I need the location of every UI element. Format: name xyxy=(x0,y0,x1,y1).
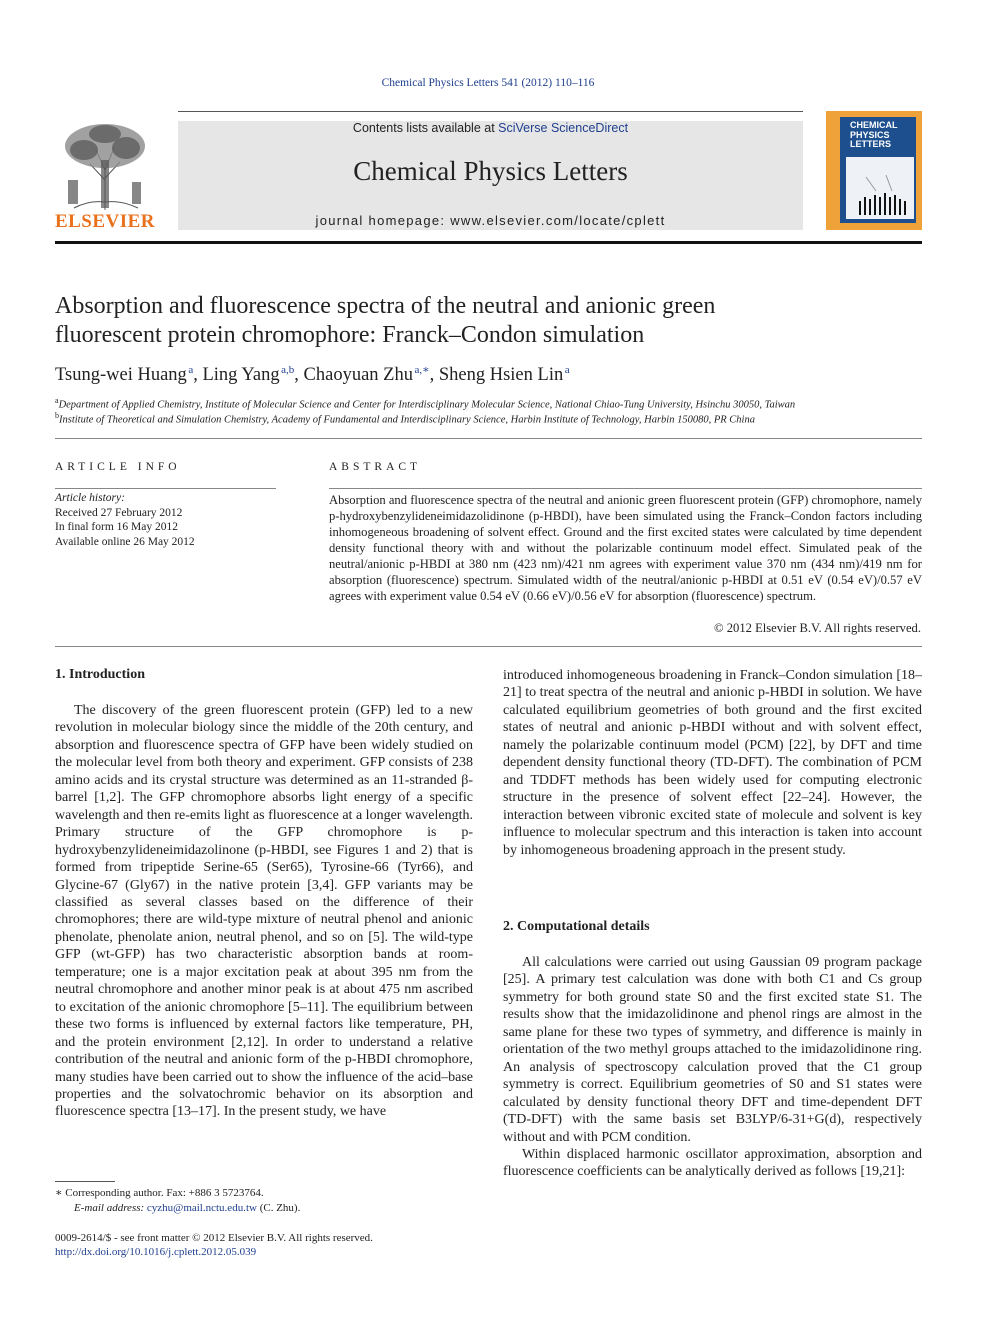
journal-citation[interactable]: Chemical Physics Letters 541 (2012) 110–116 xyxy=(381,77,595,89)
section-heading-computational: 2. Computational details xyxy=(503,919,650,934)
author-affiliation-mark[interactable]: a xyxy=(188,364,194,376)
author-name: Chaoyuan Zhu xyxy=(303,365,413,386)
introduction-continued: introduced inhomogeneous broadening in Franck–Condon simulation [18–21] to treat spectra of the neutral and anionic p-HBDI in solution. We have calculated equilibrium geometries of both ground and the first excited states of neutral and anionic p-HBDI without and with solvent effect, namely the polarizable continuum model (PCM) [22], by DFT and time dependent density functional theory (TD-DFT). The combination of PCM and TDDFT methods has been widely used for computing electronic structure in the presence of solvent effect [22–24]. However, the interaction between vibronic excited state of molecule and solvent is key influence to molecular spectrum and this interaction is taken into account by inhomogeneous broadening approach in the present study. xyxy=(503,668,922,858)
abstract-text: Absorption and fluorescence spectra of the neutral and anionic green fluorescent protein (GFP) chromophore, namely p-hydroxybenzylideneimidazolidinone (p-HBDI), have been simulated using the Franck–Condon factors including inhomogeneous broadening of solvent effect. Ground and the first excited states were calculated by time dependent density functional theory with and without the polarizable continuum model effect. Simulated peak of the neutral/anionic p-HBDI at 380 nm (423 nm)/421 nm agrees with experiment value 370 nm (434 nm)/419 nm for absorption (fluorescence) spectrum. Simulated width of the neutral/anionic p-HBDI at 0.51 eV (0.54 eV)/0.57 eV agrees with experiment value 0.54 eV (0.66 eV)/0.56 eV for absorption (fluorescence) spectrum. xyxy=(329,493,922,603)
sciencedirect-link[interactable]: SciVerse ScienceDirect xyxy=(498,121,629,135)
author-name: Sheng Hsien Lin xyxy=(438,365,564,386)
contents-line xyxy=(178,121,803,135)
section-heading-introduction: 1. Introduction xyxy=(55,667,145,682)
affiliation-a: $^a$Department of Applied Chemistry, Institute of Molecular Science and Center for Interdisciplinary Molecular Science, National Chiao-Tung University, Hsinchu 30050, Taiwan xyxy=(55,396,796,411)
author-list: Tsung-wei Huang $^a$, Ling Yang $^{a,b}$, Chaoyuan Zhu $^{a,∗}$, Sheng Hsien Lin $^a$ xyxy=(55,364,570,386)
header-rule xyxy=(55,241,922,244)
author-name: Tsung-wei Huang xyxy=(55,365,187,386)
author-affiliation-mark[interactable]: a,∗ xyxy=(414,364,430,376)
computational-paragraphs: All calculations were carried out using Gaussian 09 program package [25]. A primary test calculation was done with both C1 and Cs group symmetry for both ground state S0 and the first excited state S1. The results show that the imidazolidinone and phenol rings are almost in the same plane for these two types of symmetry, and difference is mainly in orientation of the two methyl groups attached to the imidazolidinone ring. An analysis of spectroscopy calculation proved that the C1 group symmetry is correct. Equilibrium geometries of S0 and S1 states were calculated by density functional theory DFT and time-dependent DFT (TD-DFT) with the same basis set B3LYP/6-31+G(d), respectively without and with PCM condition. Within displaced harmonic oscillator approximation, absorption and fluorescence coefficients can be analytically derived as follows [19,21]: xyxy=(503,955,922,1180)
author-name: Ling Yang xyxy=(202,365,280,386)
article-info-heading: ARTICLE INFO xyxy=(55,461,181,473)
abstract-copyright: © 2012 Elsevier B.V. All rights reserved. xyxy=(714,621,921,635)
journal-homepage[interactable]: journal homepage: www.elsevier.com/locate/cplett xyxy=(315,213,666,228)
footnote-rule xyxy=(55,1181,115,1182)
contents-prefix: Contents lists available at xyxy=(352,121,499,135)
abstract-heading: ABSTRACT xyxy=(329,461,422,473)
article-info-rule xyxy=(55,488,276,489)
author-affiliation-mark[interactable]: a,b xyxy=(281,364,295,376)
author-affiliation-mark[interactable]: a xyxy=(564,364,570,376)
affiliation-rule xyxy=(55,438,922,439)
abstract-rule xyxy=(329,488,922,489)
front-matter-footer: 0009-2614/$ - see front matter © 2012 Elsevier B.V. All rights reserved. http://dx.doi.org/10.1016/j.cplett.2012.05.039 xyxy=(55,1232,373,1258)
doi-link[interactable]: http://dx.doi.org/10.1016/j.cplett.2012.05.039 xyxy=(55,1246,257,1258)
cover-illustration xyxy=(846,157,914,219)
journal-title: Chemical Physics Letters xyxy=(353,156,628,186)
corresponding-author-footnote: ∗ Corresponding author. Fax: +886 3 5723764. E-mail address: cyzhu@mail.nctu.edu.tw (C. Zhu). xyxy=(55,1187,301,1214)
cover-title: CHEMICAL PHYSICS LETTERS xyxy=(850,120,898,149)
journal-cover-image xyxy=(826,111,922,230)
abstract-bottom-rule xyxy=(55,646,922,647)
article-title: Absorption and fluorescence spectra of the neutral and anionic green fluorescent protein chromophore: Franck–Condon simulation xyxy=(55,293,716,348)
email-link[interactable]: cyzhu@mail.nctu.edu.tw xyxy=(146,1201,257,1214)
elsevier-wordmark: ELSEVIER xyxy=(54,211,156,232)
affiliation-b: $^b$Institute of Theoretical and Simulation Chemistry, Academy of Fundamental and Interdisciplinary Science, Harbin Institute of Technology, Harbin 150080, PR China xyxy=(55,411,755,426)
article-history: Article history: Received 27 February 2012 In final form 16 May 2012 Available online 26 May 2012 xyxy=(55,492,195,548)
header-top-line xyxy=(178,111,803,112)
introduction-paragraph: The discovery of the green fluorescent protein (GFP) led to a new revolution in molecular biology since the middle of the 20th century, and absorption and fluorescence spectra of GFP have been widely studied on the molecular level from both theory and experiment. GFP consists of 238 amino acids and its crystal structure was determined as an 11-stranded β-barrel [1,2]. The GFP chromophore absorbs light energy of a specific wavelength and then re-emits light as fluorescence at a longer wavelength. Primary structure of the GFP chromophore is p-hydroxybenzylideneimidazolinone (p-HBDI, see Figures 1 and 2) that is formed from tripeptide Serine-65 (Ser65), Tyrosine-66 (Tyr66), and Glycine-67 (Gly67) in the native protein [3,4]. GFP variants may be classified as several classes based on the difference of their chromophores; there are wild-type mixture of neutral phenol and anionic phenolate, phenolate anion, neutral phenol, and so on [5]. The wild-type GFP (wt-GFP) has two characteristic absorption bands at room-temperature; one is a major excitation peak at about 395 nm from the neutral chromophore and another minor peak is at about 475 nm ascribed to excitation of the anionic chromophore [5–11]. The equilibrium between these two forms is influenced by external factors like temperature, PH, and the protein environment [2,12]. In order to understand a relative contribution of the neutral and anionic form of the p-HBDI chromophore, many studies have been carried out to show the influence of the acid–base properties and the solvatochromic behavior on its absorption and fluorescence spectra [13–17]. In the present study, we have xyxy=(55,703,473,1120)
